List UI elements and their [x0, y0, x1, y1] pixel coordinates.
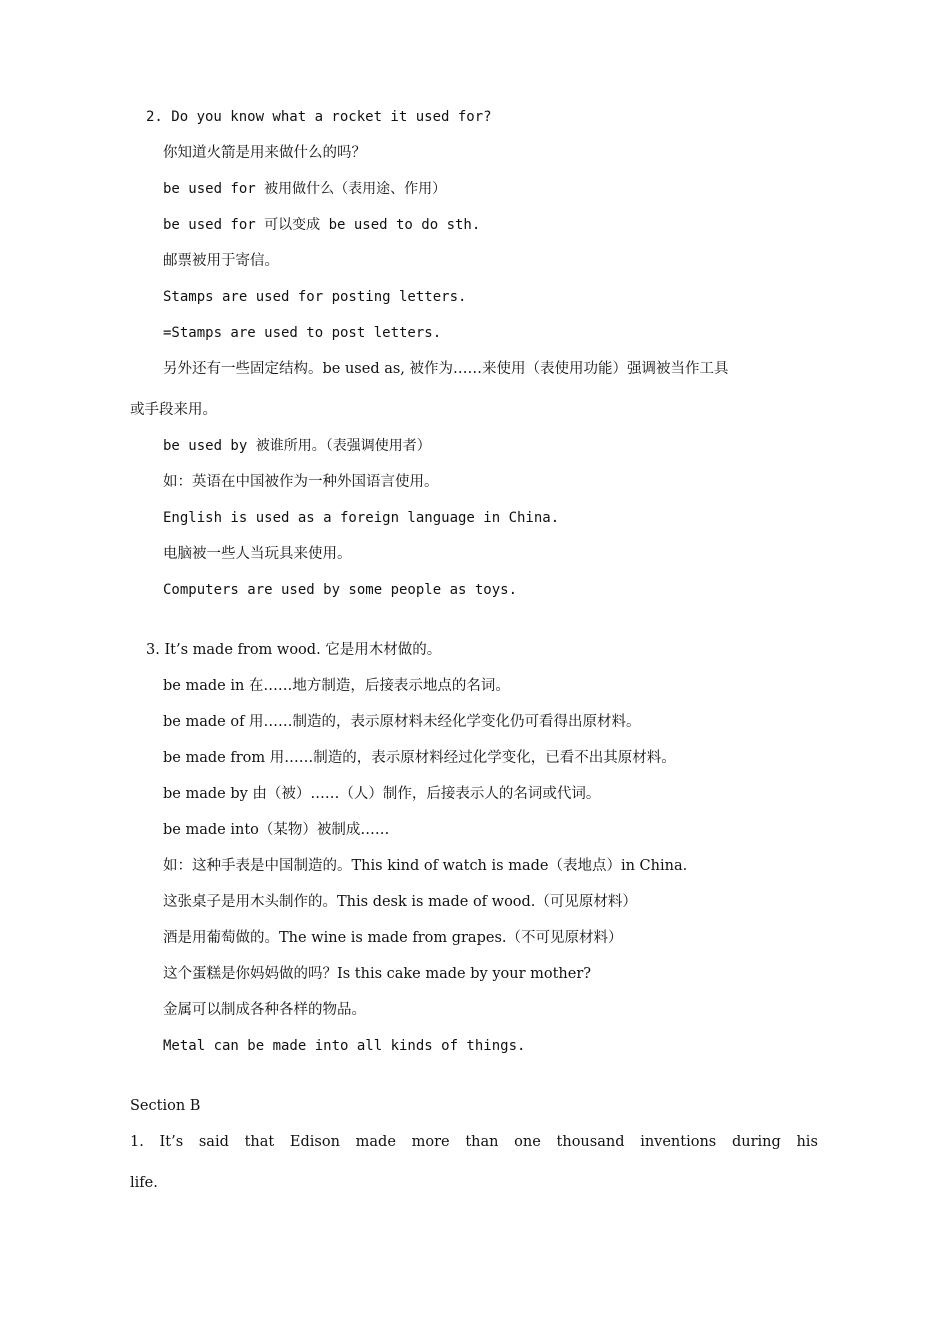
- point-3-line: 金属可以制成各种各样的物品。: [163, 1002, 366, 1018]
- point-3-line: 这个蛋糕是你妈妈做的吗？Is this cake made by your mother?: [163, 966, 592, 982]
- point-2-line: 另外还有一些固定结构。be used as, 被作为……来使用（表使用功能）强调被当作工具: [163, 361, 729, 377]
- word: said: [198, 1134, 229, 1150]
- point-3-heading: 3. It’s made from wood. 它是用木材做的。: [146, 642, 442, 658]
- point-2-line: 电脑被一些人当玩具来使用。: [163, 546, 352, 562]
- word: that: [244, 1134, 275, 1150]
- section-b-item-1: [130, 1134, 818, 1151]
- point-3-line: be made of 用……制造的，表示原材料未经化学变化仍可看得出原材料。: [163, 714, 641, 730]
- point-2-line: 你知道火箭是用来做什么的吗？: [163, 145, 366, 161]
- word: his: [796, 1134, 818, 1150]
- point-2-line: 如：英语在中国被作为一种外国语言使用。: [163, 474, 439, 490]
- point-3-line: 酒是用葡萄做的。The wine is made from grapes.（不可见原材料）: [163, 930, 623, 946]
- word: 1.: [130, 1134, 144, 1150]
- word: thousand: [556, 1134, 625, 1150]
- point-3-line: 如：这种手表是中国制造的。This kind of watch is made（表地点）in China.: [163, 858, 688, 874]
- word: during: [731, 1134, 781, 1150]
- section-b-item-1-tail: life.: [130, 1175, 158, 1191]
- point-3-line: Metal can be made into all kinds of things.: [163, 1038, 526, 1054]
- point-2-line: be used for 被用做什么（表用途、作用）: [163, 181, 447, 197]
- point-2-line: 或手段来用。: [130, 402, 217, 418]
- word: made: [355, 1134, 396, 1150]
- point-3-line: be made by 由（被）……（人）制作，后接表示人的名词或代词。: [163, 786, 601, 802]
- point-3-line: 这张桌子是用木头制作的。This desk is made of wood.（可见原材料）: [163, 894, 637, 910]
- word: than: [465, 1134, 499, 1150]
- word: inventions: [640, 1134, 717, 1150]
- point-3-line: be made in 在……地方制造，后接表示地点的名词。: [163, 678, 510, 694]
- word: It’s: [159, 1134, 184, 1150]
- point-2-line: Stamps are used for posting letters.: [163, 289, 467, 305]
- word: more: [411, 1134, 450, 1150]
- word: Edison: [289, 1134, 340, 1150]
- point-3-line: be made from 用……制造的，表示原材料经过化学变化，已看不出其原材料。: [163, 750, 676, 766]
- point-2-line: be used for 可以变成 be used to do sth.: [163, 217, 481, 233]
- point-2-line: be used by 被谁所用。（表强调使用者）: [163, 438, 431, 454]
- word: one: [514, 1134, 541, 1150]
- point-2-line: 邮票被用于寄信。: [163, 253, 279, 269]
- point-3-line: be made into（某物）被制成……: [163, 822, 390, 838]
- point-2-heading: 2. Do you know what a rocket it used for?: [146, 109, 492, 125]
- point-2-line: English is used as a foreign language in China.: [163, 510, 560, 526]
- point-2-line: Computers are used by some people as toys.: [163, 582, 518, 598]
- point-2-line: =Stamps are used to post letters.: [163, 325, 442, 341]
- section-b-title: Section B: [130, 1098, 201, 1114]
